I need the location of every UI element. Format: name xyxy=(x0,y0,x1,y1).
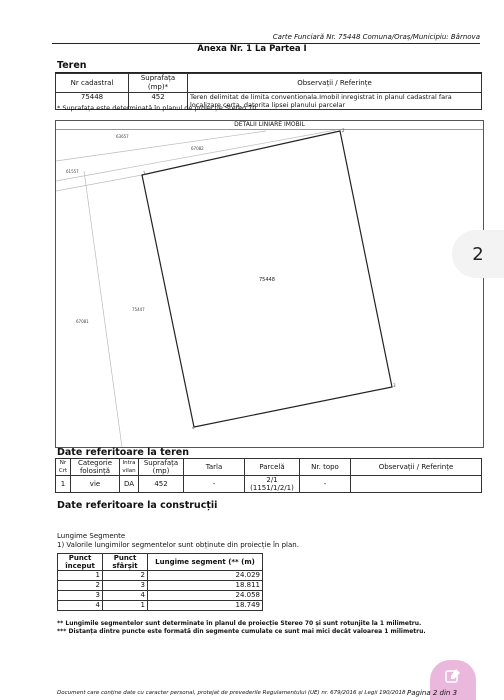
cell-intra: DA xyxy=(120,476,139,493)
col-categorie: Categorie folosință xyxy=(71,459,120,476)
col-parcela: Parcelă xyxy=(245,459,300,476)
boundary-line-2 xyxy=(56,130,336,181)
col-nr-crt: Nr Crt xyxy=(56,459,71,476)
col-observatii: Observații / Referințe xyxy=(188,74,482,93)
plan-svg xyxy=(56,121,483,447)
segmente-note-1: ** Lungimile segmentelor sunt determinate în planul de proiecție Stereo 70 și sunt rotunjite la 1 milimetru. xyxy=(57,620,422,627)
cell-tarla: - xyxy=(184,476,245,493)
cell-len: 18.749 xyxy=(148,601,263,611)
table-row xyxy=(58,601,263,611)
cell-end: 4 xyxy=(103,591,148,601)
cell-end: 2 xyxy=(103,571,148,581)
boundary-line-3 xyxy=(56,175,142,191)
neighbor-label-67081: 67081 xyxy=(76,319,89,324)
page-indicator: Pagina 2 din 3 xyxy=(407,689,458,697)
col-nr-cadastral: Nr cadastral xyxy=(56,74,129,93)
teren-heading: Teren xyxy=(57,60,87,71)
boundary-line-4 xyxy=(84,171,122,447)
col-lungime: Lungime segment (** (m) xyxy=(148,554,263,571)
cell-parcela: 2/1 (1151/1/2/1) xyxy=(245,476,300,493)
col-punct-sfarsit: Punct sfârșit xyxy=(103,554,148,571)
col-suprafata-mp: Suprafața (mp) xyxy=(139,459,184,476)
cell-start: 2 xyxy=(58,581,103,591)
col-intra-vilan: Intra vilan xyxy=(120,459,139,476)
cell-len: 18.811 xyxy=(148,581,263,591)
cell-end: 1 xyxy=(103,601,148,611)
neighbor-label-63657: 63657 xyxy=(116,134,129,139)
table-row xyxy=(58,571,263,581)
constructii-heading: Date referitoare la construcții xyxy=(57,500,218,511)
edit-image-icon xyxy=(445,668,461,684)
teren-data-table xyxy=(55,458,482,493)
segmente-subheading: 1) Valorile lungimilor segmentelor sunt obținute din proiecție în plan. xyxy=(57,541,299,549)
vertex-4: 4 xyxy=(192,425,195,430)
cell-obs xyxy=(351,476,482,493)
col-tarla: Tarla xyxy=(184,459,245,476)
col-punct-inceput: Punct început xyxy=(58,554,103,571)
footer-text: Document care conține date cu caracter personal, protejat de prevederile Regulamentului (UE) nr. 679/2016 și Legii 190/2018 xyxy=(57,690,406,696)
table-row xyxy=(56,476,482,493)
cell-topo: - xyxy=(300,476,351,493)
cell-len: 24.029 xyxy=(148,571,263,581)
plan-title: DETALII LINIARE IMOBIL xyxy=(56,121,483,130)
cell-suprafata-row: 452 xyxy=(139,476,184,493)
cell-len: 24.058 xyxy=(148,591,263,601)
cell-observatii: Teren delimitat de limita conventionala.Imobil inregistrat in planul cadastral fara localizare certa, datorita lipsei planului parcelar xyxy=(188,93,482,110)
table-row xyxy=(58,581,263,591)
cell-start: 3 xyxy=(58,591,103,601)
page-number-badge[interactable]: 2 xyxy=(452,230,504,278)
neighbor-label-67082: 67082 xyxy=(191,146,204,151)
teren-note: * Suprafața este determinată în planul de proiecție Stereo 70. xyxy=(57,104,259,112)
carte-funciara-header: Carte Funciară Nr. 75448 Comuna/Oraș/Municipiu: Bârnova xyxy=(272,33,480,41)
cell-suprafata: 452 xyxy=(129,93,188,110)
boundary-line-1 xyxy=(56,131,266,161)
segmente-table xyxy=(57,553,263,611)
col-observatii-referinte: Observații / Referințe xyxy=(351,459,482,476)
cell-categorie: vie xyxy=(71,476,120,493)
neighbor-label-61557: 61557 xyxy=(66,169,79,174)
table-row xyxy=(58,591,263,601)
vertex-3: 3 xyxy=(393,383,396,388)
cell-nr-cadastral: 75448 xyxy=(56,93,129,110)
annex-title: Anexa Nr. 1 La Partea I xyxy=(197,44,307,54)
plan-drawing xyxy=(55,120,484,448)
cell-nr: 1 xyxy=(56,476,71,493)
cell-end: 3 xyxy=(103,581,148,591)
teren-data-heading: Date referitoare la teren xyxy=(57,447,189,458)
cell-start: 1 xyxy=(58,571,103,581)
col-suprafata: Suprafața (mp)* xyxy=(129,74,188,93)
col-nr-topo: Nr. topo xyxy=(300,459,351,476)
segmente-heading: Lungime Segmente xyxy=(57,532,126,540)
vertex-2: 2 xyxy=(342,128,345,133)
segmente-note-2: *** Distanța dintre puncte este formată din segmente cumulate ce sunt mai mici decât valoarea 1 milimetru. xyxy=(57,628,426,635)
vertex-1: 1 xyxy=(143,171,146,176)
neighbor-label-75447: 75447 xyxy=(132,307,145,312)
cell-start: 4 xyxy=(58,601,103,611)
parcel-label: 75448 xyxy=(259,277,275,283)
